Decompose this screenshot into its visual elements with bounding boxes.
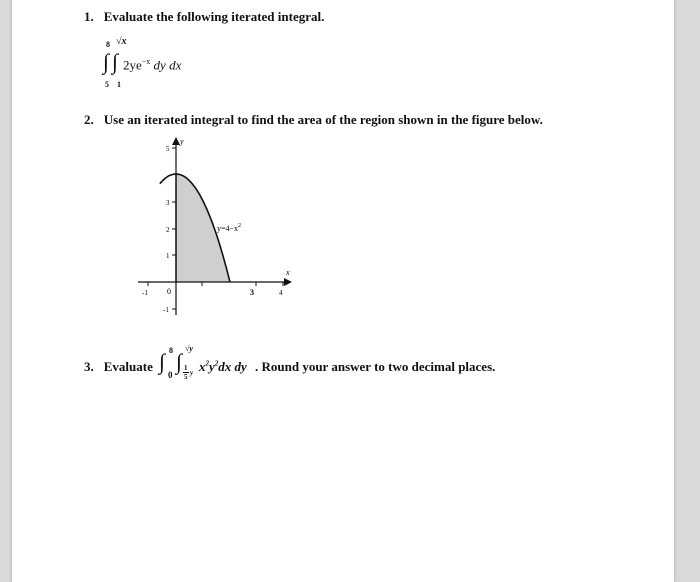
- document-page: [12, 0, 674, 582]
- x-tick-label-4: 4: [279, 289, 283, 297]
- y-tick-label-neg1: -1: [163, 306, 169, 314]
- question-2-text: Use an iterated integral to find the area of the region shown in the figure below.: [103, 112, 543, 127]
- inner-upper-limit: √x: [116, 36, 127, 47]
- q3-integrand-y: y: [209, 359, 215, 374]
- q3-inner-lower-den: 5: [184, 373, 188, 381]
- q3-inner-lower-num: 1: [184, 364, 188, 372]
- curve-label-text: y=4−x: [217, 224, 239, 233]
- outer-lower-limit: 5: [105, 80, 109, 89]
- question-1-text: Evaluate the following iterated integral.: [103, 9, 325, 24]
- question-2: [84, 112, 543, 128]
- q3-integrand-x: x: [199, 359, 206, 374]
- integrand-exponent: −x: [141, 57, 151, 66]
- x-axis-arrow: [284, 278, 292, 286]
- curve-label: [217, 223, 241, 233]
- q3-outer-upper-limit: 8: [169, 346, 173, 355]
- question-3-suffix: . Round your answer to two decimal places.: [255, 359, 496, 374]
- question-1: [84, 9, 324, 25]
- q3-outer-lower-limit: 0: [168, 370, 173, 380]
- q3-inner-upper-limit: √y: [185, 344, 193, 353]
- x-ticks: [148, 282, 283, 286]
- x-tick-label-0: 0: [167, 287, 171, 296]
- y-axis-arrow: [172, 137, 180, 145]
- q3-integrand-exp2: 2: [214, 359, 219, 368]
- outer-integral-sign: ∫: [103, 49, 110, 74]
- x-axis-label: x: [286, 268, 290, 277]
- integrand: [123, 57, 181, 73]
- q3-inner-integral-sign: ∫: [176, 349, 183, 374]
- region-figure: [120, 135, 300, 320]
- y-axis-label: y: [180, 137, 184, 146]
- question-3-number: 3.: [84, 359, 94, 374]
- question-1-number: 1.: [84, 9, 94, 24]
- y-ticks: [172, 148, 176, 309]
- curve-label-exponent: 2: [238, 223, 242, 229]
- q3-differentials: dx dy: [218, 359, 247, 374]
- integrand-differentials: dy dx: [153, 57, 182, 73]
- question-3-prefix: Evaluate: [103, 359, 153, 374]
- y-tick-label-5: 5: [166, 145, 170, 153]
- x-tick-label-neg1: -1: [142, 289, 148, 297]
- outer-upper-limit: 8: [106, 40, 110, 49]
- integrand-base: 2ye: [123, 57, 142, 73]
- inner-integral-sign: ∫: [112, 49, 119, 74]
- question-3: [84, 359, 153, 375]
- x-tick-label-3: 3: [250, 288, 254, 297]
- q3-integrand-exp1: 2: [205, 359, 209, 368]
- inner-lower-limit: 1: [117, 80, 121, 89]
- q3-integrand: [199, 359, 247, 375]
- y-tick-label-1: 1: [166, 252, 170, 260]
- y-tick-label-3: 3: [166, 199, 170, 207]
- q3-outer-integral-sign: ∫: [159, 349, 166, 374]
- question-2-number: 2.: [84, 112, 94, 127]
- y-tick-label-2: 2: [166, 226, 170, 234]
- q3-inner-lower-var: y: [190, 369, 194, 377]
